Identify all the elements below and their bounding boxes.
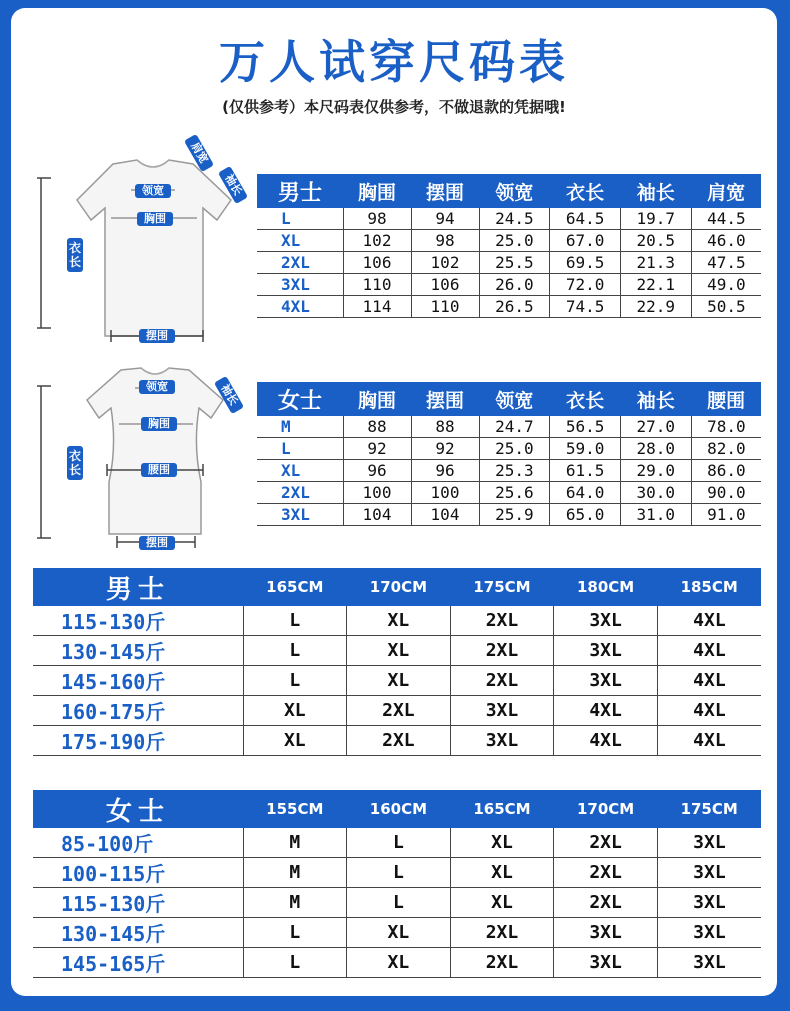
table-row [33, 696, 761, 726]
table-row [257, 296, 761, 318]
table-cell: 3XL [450, 696, 554, 726]
chest-label: 胸围 [137, 212, 173, 226]
table-cell: 2XL [450, 636, 554, 666]
weight-cell: 160-175斤 [33, 696, 243, 726]
table-cell: 4XL [657, 726, 761, 756]
table-cell: L [243, 948, 347, 978]
men-shirt-diagram [35, 139, 255, 356]
table-cell: 25.0 [479, 438, 550, 460]
weight-cell: 175-190斤 [33, 726, 243, 756]
table-cell: 56.5 [550, 416, 621, 438]
column-header: 肩宽 [691, 174, 761, 208]
table-row [33, 918, 761, 948]
women-spec-table [257, 382, 761, 526]
table-cell: 26.0 [479, 274, 550, 296]
column-header: 领宽 [479, 382, 550, 416]
table-row [33, 888, 761, 918]
table-cell: 25.9 [479, 504, 550, 526]
men-spec-table [257, 174, 761, 318]
table-cell: XL [243, 696, 347, 726]
table-cell: 24.5 [479, 208, 550, 230]
table-row [33, 858, 761, 888]
table-cell: 29.0 [620, 460, 691, 482]
column-header: 腰围 [691, 382, 761, 416]
table-cell: 100 [411, 482, 479, 504]
table-cell: 106 [411, 274, 479, 296]
table-cell: L [347, 888, 451, 918]
table-header-row [257, 382, 761, 416]
table-cell: L [347, 858, 451, 888]
weight-cell: 130-145斤 [33, 918, 243, 948]
hem-label: 摆围 [139, 329, 175, 343]
table-cell: 102 [411, 252, 479, 274]
table-row [33, 828, 761, 858]
table-cell: XL [347, 666, 451, 696]
table-cell: 19.7 [620, 208, 691, 230]
table-cell: 86.0 [691, 460, 761, 482]
size-cell: XL [257, 460, 343, 482]
length-label: 衣长 [67, 446, 83, 480]
length-label: 衣长 [67, 238, 83, 272]
weight-cell: 130-145斤 [33, 636, 243, 666]
table-row [257, 230, 761, 252]
table-cell: 114 [343, 296, 411, 318]
waist-label: 腰围 [141, 463, 177, 477]
table-cell: 106 [343, 252, 411, 274]
size-cell: M [257, 416, 343, 438]
sleeve-label: 袖长 [214, 376, 244, 414]
column-header: 170CM [554, 790, 658, 828]
table-cell: L [243, 636, 347, 666]
table-cell: 88 [411, 416, 479, 438]
table-cell: 64.5 [550, 208, 621, 230]
women-fit-table [33, 790, 761, 978]
column-header: 男士 [33, 568, 243, 606]
table-row [257, 504, 761, 526]
column-header: 女士 [33, 790, 243, 828]
table-cell: 2XL [347, 696, 451, 726]
disclaimer: (仅供参考）本尺码表仅供参考，不做退款的凭据哦! [222, 98, 566, 116]
table-cell: M [243, 888, 347, 918]
table-cell: 2XL [450, 918, 554, 948]
column-header: 胸围 [343, 174, 411, 208]
table-cell: 26.5 [479, 296, 550, 318]
table-cell: 2XL [450, 606, 554, 636]
table-cell: 2XL [450, 666, 554, 696]
table-cell: 4XL [657, 696, 761, 726]
table-cell: XL [450, 888, 554, 918]
weight-cell: 100-115斤 [33, 858, 243, 888]
weight-cell: 85-100斤 [33, 828, 243, 858]
table-cell: 4XL [554, 696, 658, 726]
table-cell: L [243, 666, 347, 696]
table-cell: 82.0 [691, 438, 761, 460]
table-cell: 2XL [554, 858, 658, 888]
table-cell: 2XL [347, 726, 451, 756]
table-row [33, 726, 761, 756]
table-cell: 64.0 [550, 482, 621, 504]
table-cell: 2XL [554, 888, 658, 918]
table-cell: 3XL [554, 666, 658, 696]
table-cell: XL [347, 918, 451, 948]
table-cell: 50.5 [691, 296, 761, 318]
weight-cell: 115-130斤 [33, 888, 243, 918]
table-cell: 90.0 [691, 482, 761, 504]
table-cell: 96 [411, 460, 479, 482]
size-cell: 3XL [257, 504, 343, 526]
size-cell: 4XL [257, 296, 343, 318]
table-cell: 22.1 [620, 274, 691, 296]
table-cell: 28.0 [620, 438, 691, 460]
table-row [33, 606, 761, 636]
table-cell: 92 [411, 438, 479, 460]
table-cell: 104 [343, 504, 411, 526]
table-cell: 92 [343, 438, 411, 460]
table-cell: 102 [343, 230, 411, 252]
table-cell: 3XL [450, 726, 554, 756]
table-cell: 3XL [657, 828, 761, 858]
size-cell: 2XL [257, 252, 343, 274]
table-cell: 96 [343, 460, 411, 482]
collar-label: 领宽 [135, 184, 171, 198]
table-cell: 2XL [554, 828, 658, 858]
collar-label: 领宽 [139, 380, 175, 394]
table-cell: 65.0 [550, 504, 621, 526]
table-cell: 47.5 [691, 252, 761, 274]
table-cell: 98 [343, 208, 411, 230]
table-cell: 20.5 [620, 230, 691, 252]
table-cell: 44.5 [691, 208, 761, 230]
table-cell: 21.3 [620, 252, 691, 274]
column-header: 胸围 [343, 382, 411, 416]
column-header: 170CM [347, 568, 451, 606]
table-cell: 4XL [554, 726, 658, 756]
column-header: 175CM [450, 568, 554, 606]
table-row [257, 274, 761, 296]
table-cell: 98 [411, 230, 479, 252]
table-cell: 31.0 [620, 504, 691, 526]
hem-label: 摆围 [139, 536, 175, 550]
table-cell: 25.0 [479, 230, 550, 252]
table-cell: 3XL [554, 636, 658, 666]
table-row [257, 416, 761, 438]
table-cell: 61.5 [550, 460, 621, 482]
table-cell: L [243, 918, 347, 948]
column-header: 180CM [554, 568, 658, 606]
weight-cell: 145-160斤 [33, 666, 243, 696]
table-cell: 30.0 [620, 482, 691, 504]
table-cell: 67.0 [550, 230, 621, 252]
table-row [33, 948, 761, 978]
table-cell: M [243, 858, 347, 888]
table-cell: XL [243, 726, 347, 756]
table-cell: 25.3 [479, 460, 550, 482]
men-fit-table [33, 568, 761, 756]
column-header: 男士 [257, 174, 343, 208]
table-row [257, 438, 761, 460]
table-cell: 46.0 [691, 230, 761, 252]
table-cell: 3XL [554, 948, 658, 978]
table-cell: 100 [343, 482, 411, 504]
table-cell: 72.0 [550, 274, 621, 296]
table-cell: XL [450, 858, 554, 888]
table-row [257, 252, 761, 274]
size-chart-card [11, 8, 777, 996]
column-header: 155CM [243, 790, 347, 828]
size-cell: XL [257, 230, 343, 252]
size-cell: L [257, 438, 343, 460]
table-cell: XL [347, 948, 451, 978]
table-cell: 69.5 [550, 252, 621, 274]
table-cell: 59.0 [550, 438, 621, 460]
column-header: 160CM [347, 790, 451, 828]
table-cell: 110 [411, 296, 479, 318]
table-cell: 94 [411, 208, 479, 230]
column-header: 摆围 [411, 174, 479, 208]
table-cell: 3XL [554, 606, 658, 636]
table-row [33, 666, 761, 696]
column-header: 185CM [657, 568, 761, 606]
table-row [257, 460, 761, 482]
table-cell: 3XL [554, 918, 658, 948]
table-cell: 104 [411, 504, 479, 526]
table-cell: 91.0 [691, 504, 761, 526]
table-cell: 3XL [657, 948, 761, 978]
table-row [33, 636, 761, 666]
column-header: 165CM [450, 790, 554, 828]
page-title: 万人试穿尺码表 [219, 35, 569, 89]
column-header: 领宽 [479, 174, 550, 208]
table-cell: XL [347, 606, 451, 636]
table-cell: 3XL [657, 858, 761, 888]
table-cell: L [243, 606, 347, 636]
table-cell: 78.0 [691, 416, 761, 438]
weight-cell: 145-165斤 [33, 948, 243, 978]
size-cell: 2XL [257, 482, 343, 504]
table-cell: 3XL [657, 918, 761, 948]
table-cell: XL [347, 636, 451, 666]
table-cell: 110 [343, 274, 411, 296]
table-cell: 74.5 [550, 296, 621, 318]
column-header: 衣长 [550, 382, 621, 416]
column-header: 摆围 [411, 382, 479, 416]
weight-cell: 115-130斤 [33, 606, 243, 636]
column-header: 175CM [657, 790, 761, 828]
column-header: 袖长 [620, 174, 691, 208]
table-cell: 4XL [657, 666, 761, 696]
size-cell: 3XL [257, 274, 343, 296]
table-header-row [33, 568, 761, 606]
table-cell: 88 [343, 416, 411, 438]
size-cell: L [257, 208, 343, 230]
table-cell: 4XL [657, 606, 761, 636]
women-shirt-diagram [35, 366, 255, 556]
table-header-row [33, 790, 761, 828]
shoulder-label: 肩宽 [184, 134, 214, 172]
table-cell: 3XL [657, 888, 761, 918]
table-header-row [257, 174, 761, 208]
table-cell: 27.0 [620, 416, 691, 438]
table-cell: 25.6 [479, 482, 550, 504]
table-cell: M [243, 828, 347, 858]
column-header: 衣长 [550, 174, 621, 208]
table-row [257, 482, 761, 504]
table-cell: 4XL [657, 636, 761, 666]
table-cell: L [347, 828, 451, 858]
table-cell: 25.5 [479, 252, 550, 274]
table-row [257, 208, 761, 230]
table-cell: 2XL [450, 948, 554, 978]
table-cell: 22.9 [620, 296, 691, 318]
column-header: 袖长 [620, 382, 691, 416]
sleeve-label: 袖长 [218, 166, 248, 204]
column-header: 165CM [243, 568, 347, 606]
table-cell: 49.0 [691, 274, 761, 296]
table-cell: XL [450, 828, 554, 858]
column-header: 女士 [257, 382, 343, 416]
table-cell: 24.7 [479, 416, 550, 438]
chest-label: 胸围 [141, 417, 177, 431]
